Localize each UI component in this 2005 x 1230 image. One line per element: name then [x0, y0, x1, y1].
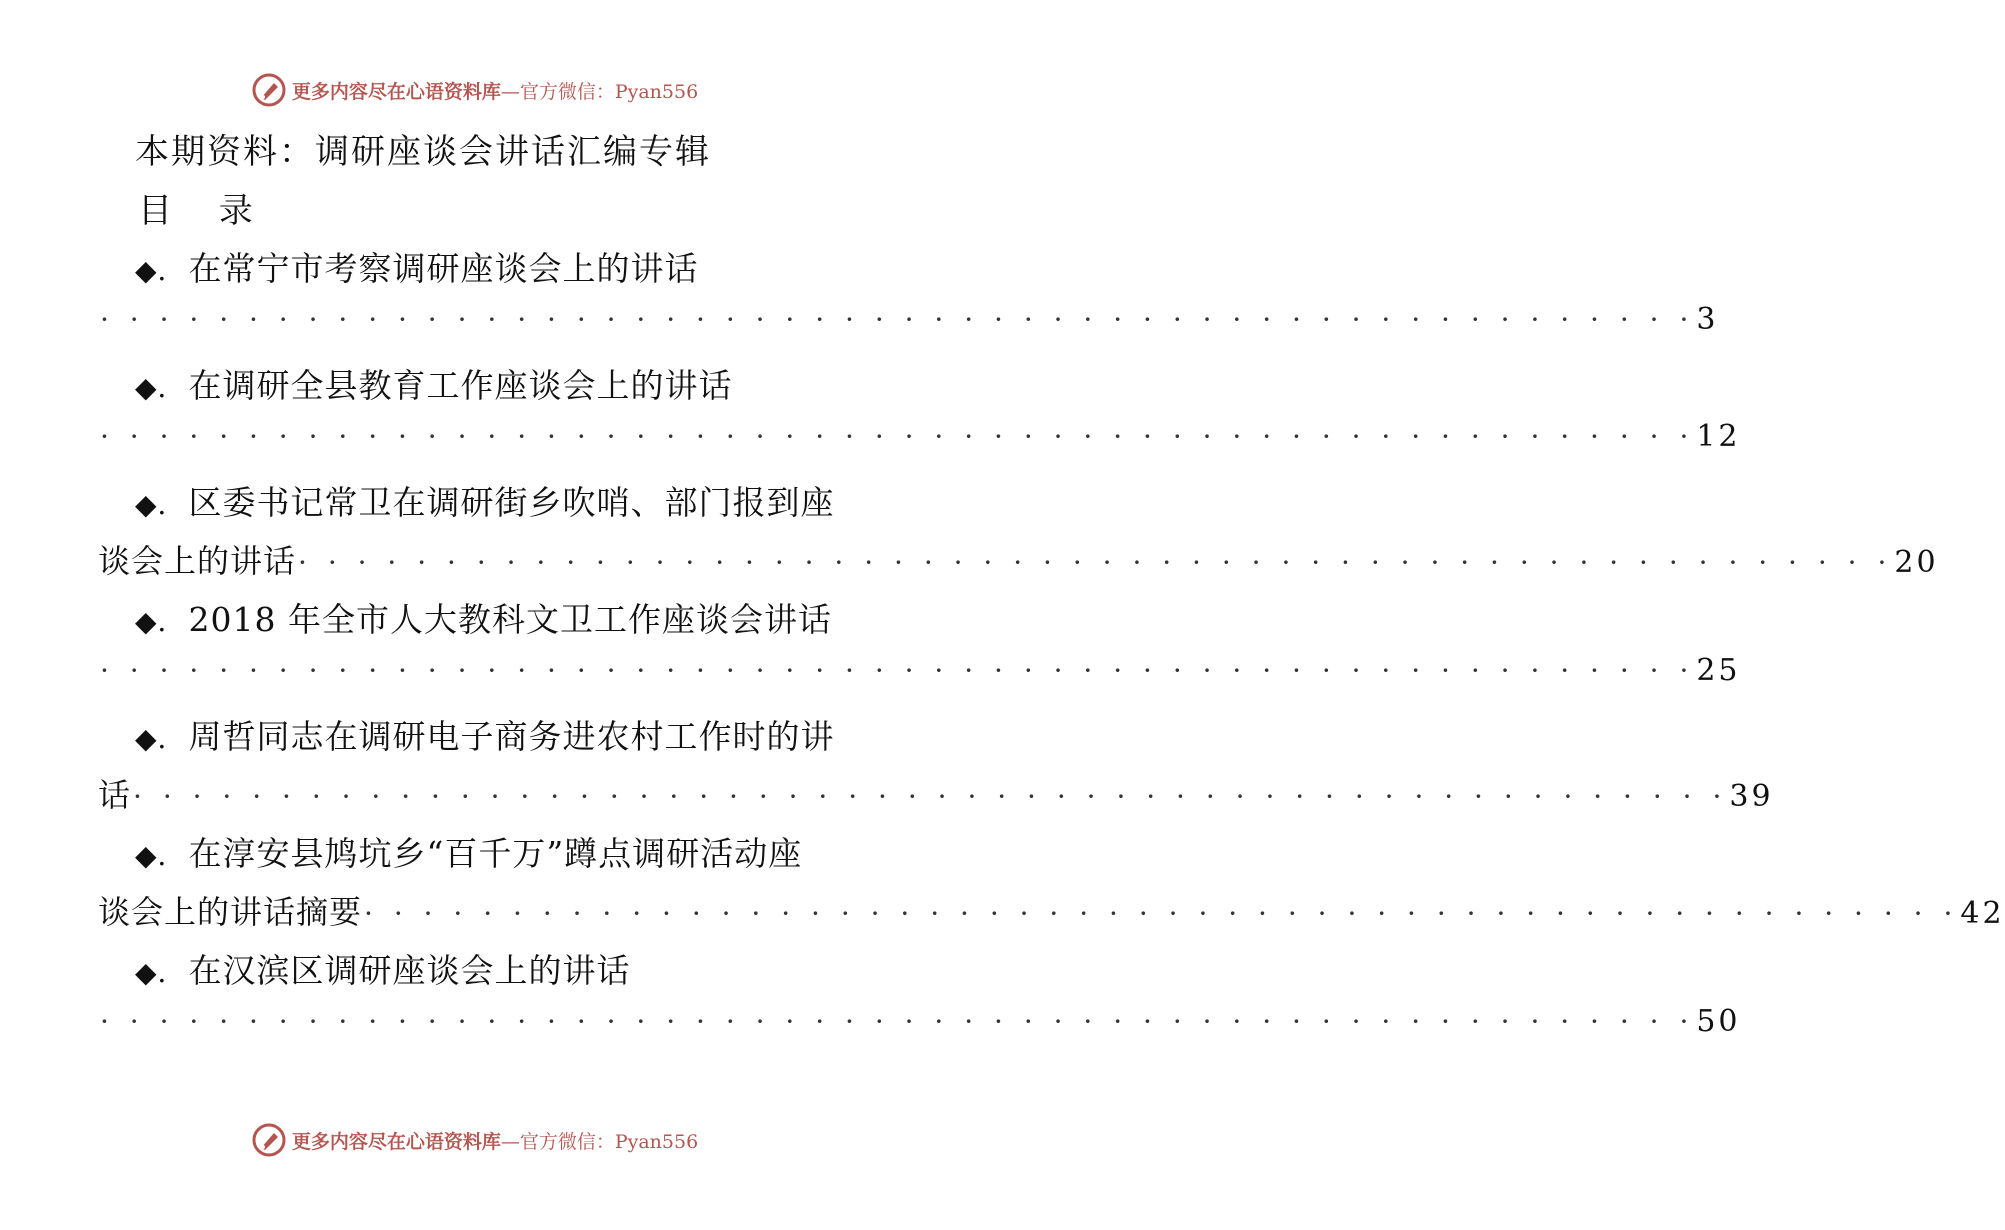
page-number: 12: [1696, 419, 1741, 454]
toc-entry-title[interactable]: [135, 360, 733, 407]
entry-title-text: 在淳安县鸠坑乡“百千万”蹲点调研活动座: [188, 834, 803, 873]
banner-wechat: —官方微信：Pyan556: [500, 1130, 699, 1153]
footer-banner: [0, 1120, 950, 1160]
toc-entry-title[interactable]: [135, 828, 802, 875]
entry-title-text: 在调研全县教育工作座谈会上的讲话: [188, 366, 733, 405]
entry-title-text: 在常宁市考察调研座谈会上的讲话: [188, 249, 699, 288]
diamond-bullet: ◆．: [135, 722, 187, 755]
entry-title-text: 区委书记常卫在调研街乡吹哨、部门报到座: [188, 483, 835, 522]
diamond-bullet: ◆．: [135, 254, 187, 287]
dot-leader: · · · · · · · · · · · · · · · · · · · · · · · · · · · · · · · · · · · · · · · · · · · · · · · · · · · · · ·: [364, 897, 1959, 930]
toc-entry-title[interactable]: [135, 243, 699, 290]
dot-leader: · · · · · · · · · · · · · · · · · · · · · · · · · · · · · · · · · · · · · · · · · · · · · · · · · · · · · ·: [298, 546, 1893, 579]
toc-entry-leader[interactable]: [98, 887, 2005, 933]
banner-text: 更多内容尽在心语资料库: [291, 1130, 501, 1153]
entry-title-text: 在汉滨区调研座谈会上的讲话: [188, 951, 631, 990]
entry-lead-text: 谈会上的讲话摘要: [98, 893, 363, 931]
pen-logo-icon: [252, 73, 286, 107]
document-title: 本期资料：调研座谈会讲话汇编专辑: [135, 132, 711, 172]
dot-leader: · · · · · · · · · · · · · · · · · · · · · · · · · · · · · · · · · · · · · · · · · · · · · · · · · · · · · ·: [100, 1005, 1695, 1038]
toc-entry-title[interactable]: [135, 477, 835, 524]
page-number: 42: [1960, 896, 2005, 931]
toc-entry-leader[interactable]: [98, 770, 1774, 816]
dot-leader: · · · · · · · · · · · · · · · · · · · · · · · · · · · · · · · · · · · · · · · · · · · · · · · · · · · · · ·: [100, 303, 1695, 336]
page-number: 25: [1696, 653, 1741, 688]
dot-leader: · · · · · · · · · · · · · · · · · · · · · · · · · · · · · · · · · · · · · · · · · · · · · · · · · · · · · ·: [133, 780, 1728, 813]
toc-entry-leader[interactable]: [98, 1004, 1741, 1039]
entry-lead-text: 谈会上的讲话: [98, 542, 297, 580]
toc-entry-leader[interactable]: [98, 419, 1741, 454]
banner-wechat: —官方微信：Pyan556: [500, 80, 699, 103]
dot-leader: · · · · · · · · · · · · · · · · · · · · · · · · · · · · · · · · · · · · · · · · · · · · · · · · · · · · · ·: [100, 420, 1695, 453]
entry-title-text: 周哲同志在调研电子商务进农村工作时的讲: [188, 717, 835, 756]
dot-leader: · · · · · · · · · · · · · · · · · · · · · · · · · · · · · · · · · · · · · · · · · · · · · · · · · · · · · ·: [100, 654, 1695, 687]
toc-heading: 目 录: [138, 191, 271, 231]
diamond-bullet: ◆．: [135, 605, 187, 638]
page-number: 50: [1696, 1004, 1741, 1039]
toc-entry-leader[interactable]: [98, 302, 1719, 337]
toc-entry-leader[interactable]: [98, 653, 1741, 688]
entry-title-text: 2018 年全市人大教科文卫工作座谈会讲话: [188, 600, 833, 639]
banner-text: 更多内容尽在心语资料库: [291, 80, 501, 103]
toc-entry-title[interactable]: [135, 594, 832, 641]
toc-entry-leader[interactable]: [98, 536, 1939, 582]
entry-lead-text: 话: [98, 776, 132, 814]
diamond-bullet: ◆．: [135, 488, 187, 521]
header-banner: [0, 70, 950, 110]
diamond-bullet: ◆．: [135, 839, 187, 872]
page-number: 39: [1729, 779, 1774, 814]
page-number: 20: [1894, 545, 1939, 580]
page-number: 3: [1696, 302, 1719, 337]
diamond-bullet: ◆．: [135, 371, 187, 404]
toc-entry-title[interactable]: [135, 945, 631, 992]
pen-logo-icon: [252, 1123, 286, 1157]
toc-entry-title[interactable]: [135, 711, 835, 758]
diamond-bullet: ◆．: [135, 956, 187, 989]
